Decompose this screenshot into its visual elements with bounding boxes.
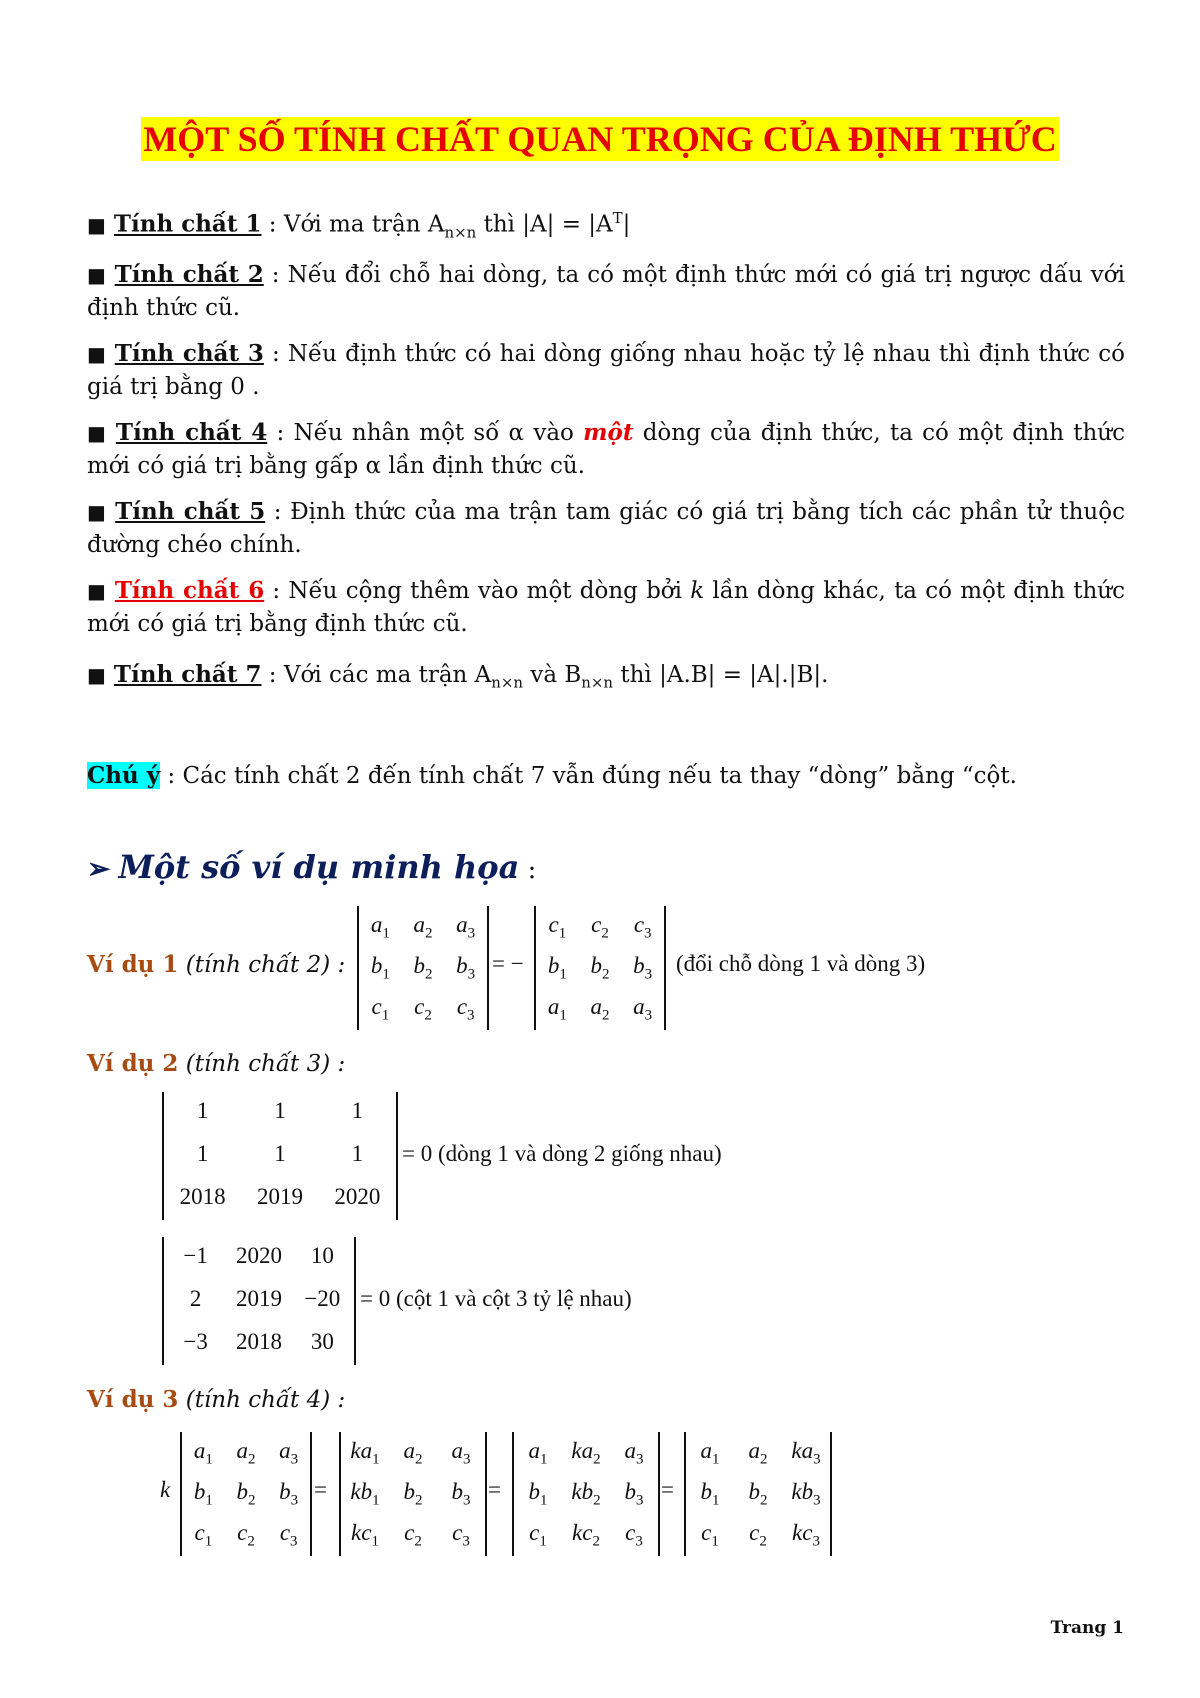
determinant-matrix <box>534 906 666 1030</box>
example-2-label: Ví dụ 2 (tính chất 3) : <box>87 1050 346 1077</box>
matrix-entry: $c_3$ <box>625 1520 643 1550</box>
example-2-comment-2: = 0 (cột 1 và cột 3 tỷ lệ nhau) <box>360 1286 632 1311</box>
matrix-entry: $kb_2$ <box>571 1479 601 1509</box>
property-7: ■ Tính chất 7 : Với các ma trận $A_{n\times n}$ và $B_{n\times n}$ thì |A.B| = |A|.|B|. <box>87 661 829 692</box>
matrix-entry: −3 <box>183 1328 208 1354</box>
matrix-entry: $kb_1$ <box>350 1479 380 1509</box>
determinant-matrix <box>162 1092 398 1220</box>
matrix-entry: 2018 <box>236 1328 282 1354</box>
matrix-entry: $kc_1$ <box>351 1520 379 1550</box>
equals-sign: = <box>661 1477 674 1502</box>
determinant-matrix <box>162 1237 356 1365</box>
page-number: Trang 1 <box>1050 1618 1124 1638</box>
matrix-entry: $c_1$ <box>371 994 390 1024</box>
matrix-entry: $c_1$ <box>548 911 567 942</box>
matrix-entry: $a_3$ <box>633 994 653 1024</box>
matrix-entry: $a_1$ <box>370 911 390 942</box>
matrix-entry: $b_1$ <box>528 1479 548 1509</box>
matrix-entry: $b_2$ <box>403 1479 423 1509</box>
bullet-square-icon: ■ <box>87 421 108 445</box>
matrix-entry: $a_1$ <box>700 1437 720 1468</box>
equals-minus: = − <box>492 951 524 976</box>
equals-sign: = <box>314 1477 327 1502</box>
matrix-entry: 2018 <box>179 1183 226 1209</box>
matrix-entry: $c_2$ <box>414 994 432 1024</box>
bullet-square-icon: ■ <box>87 212 106 237</box>
matrix-entry: $b_3$ <box>451 1479 471 1509</box>
determinant-matrix <box>512 1432 660 1556</box>
note: Chú ý : Các tính chất 2 đến tính chất 7 vẫn đúng nếu ta thay “dòng” bằng “cột. <box>87 762 1017 789</box>
matrix-entry: 1 <box>351 1098 364 1124</box>
property-5: ■ Tính chất 5 : Định thức của ma trận tam giác có giá trị bằng tích các phần tử thuộc đường chéo chính. <box>87 498 1125 558</box>
matrix-entry: $a_2$ <box>590 994 610 1024</box>
matrix-entry: 1 <box>351 1141 364 1166</box>
example-1-label: Ví dụ 1 (tính chất 2) : <box>87 951 346 978</box>
property-1: ■ Tính chất 1 : Với ma trận $A_{n\times n}$ thì $|A| = |A^T|$ <box>87 209 631 242</box>
matrix-entry: $a_2$ <box>413 911 433 942</box>
matrix-entry: $a_2$ <box>403 1437 423 1468</box>
arrow-right-icon: ➢ <box>87 852 111 885</box>
matrix-entry: $c_1$ <box>701 1520 719 1550</box>
matrix-entry: 1 <box>196 1141 209 1166</box>
matrix-entry: $c_1$ <box>529 1520 547 1550</box>
scalar-k: k <box>160 1477 171 1502</box>
matrix-entry: $a_3$ <box>456 911 476 942</box>
matrix-entry: $c_3$ <box>452 1520 470 1550</box>
matrix-entry: $a_2$ <box>748 1437 768 1468</box>
matrix-entry: $a_3$ <box>624 1437 644 1468</box>
matrix-entry: $c_3$ <box>279 1520 298 1550</box>
matrix-entry: −1 <box>183 1243 208 1269</box>
matrix-entry: 2020 <box>236 1243 282 1269</box>
matrix-entry: 10 <box>310 1243 334 1269</box>
property-6: ■ Tính chất 6 : Nếu cộng thêm vào một dòng bởi k lần dòng khác, ta có một định thức mới có giá trị bằng định thức cũ. <box>87 577 1125 637</box>
example-1-comment: (đổi chỗ dòng 1 và dòng 3) <box>676 951 926 976</box>
matrix-entry: 2019 <box>236 1286 282 1311</box>
bullet-square-icon: ■ <box>87 263 107 287</box>
matrix-entry: $c_2$ <box>404 1520 422 1550</box>
determinant-matrix <box>339 1432 487 1556</box>
matrix-entry: $b_3$ <box>633 953 653 983</box>
section-heading: ➢ Một số ví dụ minh họa : <box>87 848 537 886</box>
matrix-entry: $c_1$ <box>194 1520 213 1550</box>
matrix-entry: $ka_2$ <box>571 1437 601 1468</box>
equals-sign: = <box>488 1477 501 1502</box>
matrix-entry: $c_2$ <box>237 1520 255 1550</box>
determinant-matrix <box>357 906 489 1030</box>
bullet-square-icon: ■ <box>87 663 106 687</box>
determinant-matrix <box>684 1432 832 1556</box>
matrix-entry: $kb_3$ <box>791 1479 821 1509</box>
emphasis-word: một <box>583 419 634 446</box>
determinant-matrix <box>180 1432 312 1556</box>
matrix-entry: $b_1$ <box>700 1479 720 1509</box>
matrix-entry: 1 <box>196 1098 209 1124</box>
matrix-entry: $b_3$ <box>279 1479 299 1509</box>
matrix-entry: $b_3$ <box>624 1479 644 1509</box>
matrix-entry: $ka_3$ <box>791 1437 821 1468</box>
matrix-entry: 2019 <box>257 1183 303 1209</box>
matrix-entry: 2020 <box>334 1183 381 1209</box>
matrix-entry: $b_2$ <box>748 1479 768 1509</box>
matrix-entry: $a_2$ <box>236 1437 256 1468</box>
matrix-entry: $c_3$ <box>456 994 475 1024</box>
matrix-entry: $a_3$ <box>279 1437 299 1468</box>
bullet-square-icon: ■ <box>87 342 107 366</box>
matrix-entry: 1 <box>274 1141 286 1166</box>
matrix-entry: $a_3$ <box>451 1437 471 1468</box>
matrix-entry: $b_2$ <box>236 1479 256 1509</box>
matrix-entry: −20 <box>304 1286 341 1311</box>
property-2: ■ Tính chất 2 : Nếu đổi chỗ hai dòng, ta có một định thức mới có giá trị ngược dấu với định thức cũ. <box>87 261 1125 321</box>
matrix-entry: $b_1$ <box>370 953 390 983</box>
matrix-entry: $a_1$ <box>528 1437 548 1468</box>
example-3-label: Ví dụ 3 (tính chất 4) : <box>87 1386 346 1413</box>
matrix-entry: $kc_2$ <box>572 1520 600 1550</box>
matrix-entry: $b_2$ <box>590 953 610 983</box>
document-title: MỘT SỐ TÍNH CHẤT QUAN TRỌNG CỦA ĐỊNH THỨC <box>143 119 1057 159</box>
example-2-comment-1: = 0 (dòng 1 và dòng 2 giống nhau) <box>402 1141 722 1166</box>
property-4: ■ Tính chất 4 : Nếu nhân một số α vào một dòng của định thức, ta có một định thức mới có giá trị bằng gấp α lần định thức cũ. <box>87 419 1126 479</box>
matrix-entry: 1 <box>274 1098 286 1124</box>
bullet-square-icon: ■ <box>87 500 108 524</box>
matrix-entry: $b_2$ <box>413 953 433 983</box>
matrix-entry: $a_1$ <box>193 1437 213 1468</box>
matrix-entry: $b_3$ <box>456 953 476 983</box>
matrix-entry: $b_1$ <box>547 953 567 983</box>
matrix-entry: $c_2$ <box>749 1520 767 1550</box>
matrix-entry: $kc_3$ <box>792 1520 820 1550</box>
matrix-entry: $c_2$ <box>591 911 609 942</box>
matrix-entry: 2 <box>189 1286 202 1311</box>
bullet-square-icon: ■ <box>87 579 107 603</box>
matrix-entry: $a_1$ <box>547 994 567 1024</box>
matrix-entry: $ka_1$ <box>350 1437 380 1468</box>
matrix-entry: $b_1$ <box>193 1479 213 1509</box>
matrix-entry: 30 <box>310 1328 334 1354</box>
matrix-entry: $c_3$ <box>633 911 652 942</box>
property-3: ■ Tính chất 3 : Nếu định thức có hai dòng giống nhau hoặc tỷ lệ nhau thì định thức có giá trị bằng 0 . <box>87 340 1125 400</box>
